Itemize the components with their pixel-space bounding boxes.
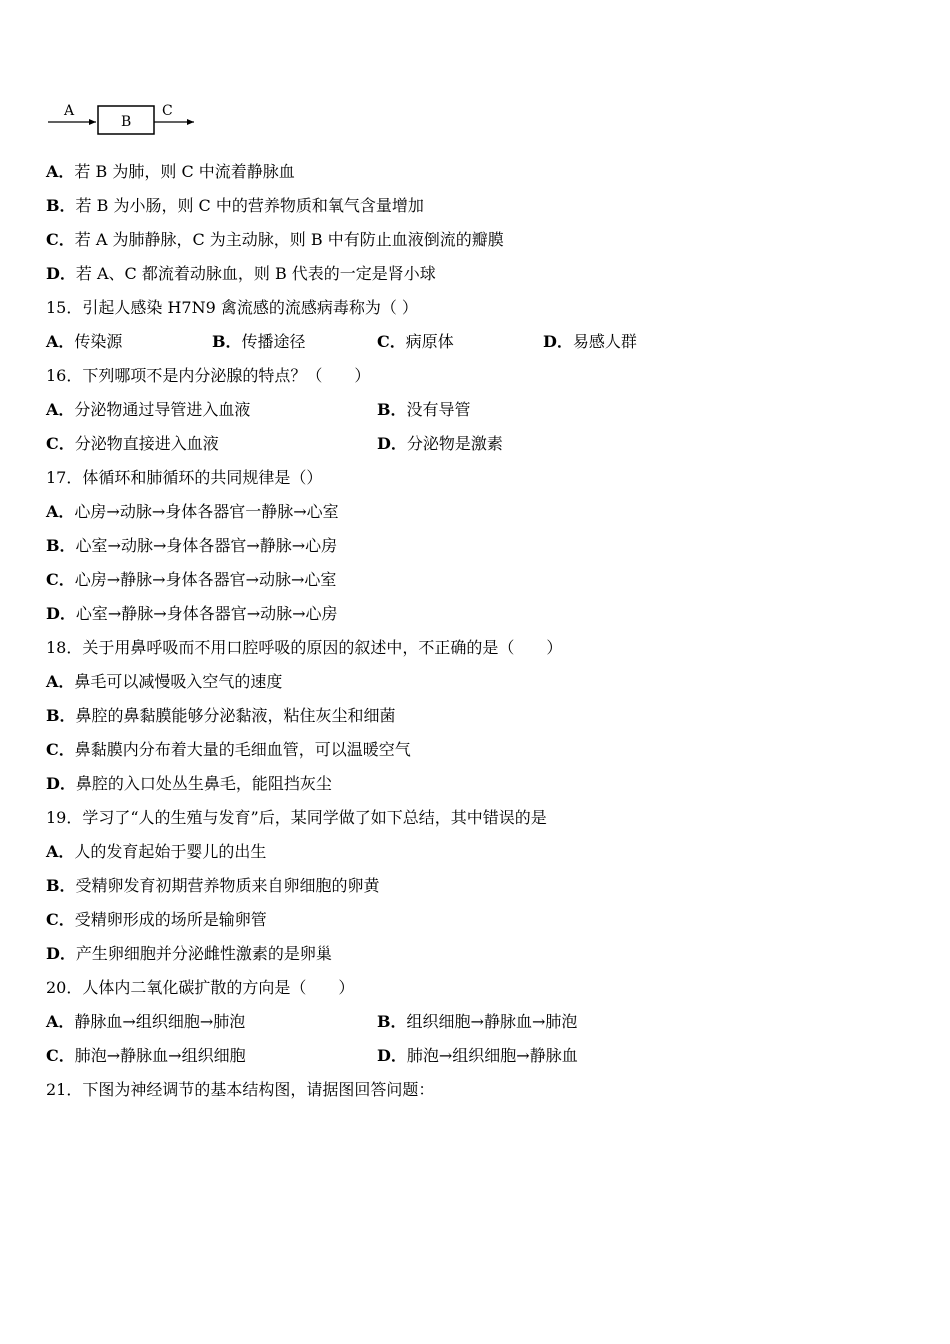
q15-option-a — [46, 332, 122, 352]
arrow-head-c — [187, 119, 194, 125]
option-label: A． — [46, 842, 75, 861]
option-text: 肺泡→组织细胞→静脉血 — [406, 1046, 578, 1065]
q16-option-c — [46, 434, 219, 454]
q16-stem: 16．下列哪项不是内分泌腺的特点？（ ） — [46, 366, 371, 385]
q18-stem: 18．关于用鼻呼吸而不用口腔呼吸的原因的叙述中，不正确的是（ ） — [46, 638, 563, 657]
option-text: 鼻黏膜内分布着大量的毛细血管，可以温暖空气 — [74, 740, 411, 759]
option-text: 分泌物是激素 — [406, 434, 503, 453]
q20-option-a — [46, 1012, 245, 1032]
option-label: D． — [543, 332, 573, 351]
option-label: C． — [46, 1046, 75, 1065]
option-label: D． — [46, 604, 76, 623]
option-text: 静脉血→组织细胞→肺泡 — [74, 1012, 246, 1031]
q15-stem: 15．引起人感染 H7N9 禽流感的流感病毒称为（ ） — [46, 298, 418, 317]
q17-option-c — [46, 570, 336, 590]
option-text: 鼻毛可以减慢吸入空气的速度 — [74, 672, 283, 691]
q19-stem: 19．学习了“人的生殖与发育”后，某同学做了如下总结，其中错误的是 — [46, 808, 547, 827]
option-text: 易感人群 — [572, 332, 637, 351]
q18-option-c — [46, 740, 411, 760]
option-label: C． — [46, 434, 75, 453]
option-text: 传染源 — [74, 332, 123, 351]
option-text: 若 B 为小肠，则 C 中的营养物质和氧气含量增加 — [75, 196, 424, 215]
option-text: 传播途径 — [241, 332, 306, 351]
q16-option-d — [377, 434, 503, 454]
option-text: 没有导管 — [406, 400, 471, 419]
q15-option-c — [377, 332, 454, 352]
q20-option-b — [377, 1012, 577, 1032]
option-text: 病原体 — [405, 332, 454, 351]
option-label: C． — [46, 570, 75, 589]
q16-option-a — [46, 400, 250, 420]
q18-option-d — [46, 774, 332, 794]
q18-option-b — [46, 706, 396, 726]
option-text: 分泌物通过导管进入血液 — [74, 400, 251, 419]
arrow-head-a — [89, 119, 96, 125]
q21-stem: 21．下图为神经调节的基本结构图，请据图回答问题： — [46, 1080, 435, 1099]
option-label: B． — [212, 332, 242, 351]
diagram-label-c: C — [162, 103, 173, 119]
option-label: B． — [377, 1012, 407, 1031]
option-text: 心房→静脉→身体各器官→动脉→心室 — [74, 570, 337, 589]
option-label: A． — [46, 502, 75, 521]
diagram-label-b: B — [121, 114, 132, 130]
option-label: A． — [46, 672, 75, 691]
option-label: D． — [46, 774, 76, 793]
q20-option-c — [46, 1046, 246, 1066]
option-label: C． — [46, 910, 75, 929]
option-label: C． — [377, 332, 406, 351]
q17-option-b — [46, 536, 337, 556]
q18-option-a — [46, 672, 282, 692]
option-text: 组织细胞→静脉血→肺泡 — [406, 1012, 578, 1031]
option-label: A． — [46, 1012, 75, 1031]
q17-option-a — [46, 502, 339, 522]
option-text: 受精卵形成的场所是输卵管 — [74, 910, 267, 929]
option-label: A． — [46, 400, 75, 419]
q20-option-d — [377, 1046, 578, 1066]
q17-option-d — [46, 604, 338, 624]
option-label: B． — [46, 706, 76, 725]
option-text: 心室→静脉→身体各器官→动脉→心房 — [75, 604, 338, 623]
option-text: 人的发育起始于婴儿的出生 — [74, 842, 267, 861]
q19-option-b — [46, 876, 380, 896]
option-text: 若 B 为肺，则 C 中流着静脉血 — [74, 162, 295, 181]
option-text: 鼻腔的入口处丛生鼻毛，能阻挡灰尘 — [75, 774, 332, 793]
option-label: D． — [377, 1046, 407, 1065]
option-text: 分泌物直接进入血液 — [74, 434, 219, 453]
q16-option-b — [377, 400, 471, 420]
option-label: C． — [46, 230, 75, 249]
flow-diagram — [46, 98, 206, 142]
option-label: A． — [46, 332, 75, 351]
option-label: B． — [46, 876, 76, 895]
option-text: 心房→动脉→身体各器官一静脉→心室 — [74, 502, 339, 521]
q19-option-a — [46, 842, 266, 862]
option-text: 若 A、C 都流着动脉血，则 B 代表的一定是肾小球 — [75, 264, 436, 283]
q15-option-d — [543, 332, 637, 352]
q15-option-b — [212, 332, 306, 352]
q19-option-d — [46, 944, 332, 964]
option-label: B． — [46, 536, 76, 555]
q20-stem: 20．人体内二氧化碳扩散的方向是（ ） — [46, 978, 355, 997]
option-label: D． — [377, 434, 407, 453]
option-label: B． — [46, 196, 76, 215]
option-text: 鼻腔的鼻黏膜能够分泌黏液，粘住灰尘和细菌 — [75, 706, 396, 725]
option-text: 产生卵细胞并分泌雌性激素的是卵巢 — [75, 944, 332, 963]
q19-option-c — [46, 910, 267, 930]
q14-option-d — [46, 264, 436, 284]
q14-option-c — [46, 230, 504, 250]
option-text: 受精卵发育初期营养物质来自卵细胞的卵黄 — [75, 876, 380, 895]
option-label: C． — [46, 740, 75, 759]
q17-stem: 17．体循环和肺循环的共同规律是（） — [46, 468, 323, 487]
diagram-label-a: A — [64, 103, 75, 119]
option-text: 若 A 为肺静脉，C 为主动脉，则 B 中有防止血液倒流的瓣膜 — [74, 230, 504, 249]
option-text: 肺泡→静脉血→组织细胞 — [74, 1046, 246, 1065]
q14-option-a — [46, 162, 295, 182]
q14-option-b — [46, 196, 424, 216]
option-label: D． — [46, 264, 76, 283]
option-label: A． — [46, 162, 75, 181]
option-label: D． — [46, 944, 76, 963]
option-text: 心室→动脉→身体各器官→静脉→心房 — [75, 536, 338, 555]
option-label: B． — [377, 400, 407, 419]
